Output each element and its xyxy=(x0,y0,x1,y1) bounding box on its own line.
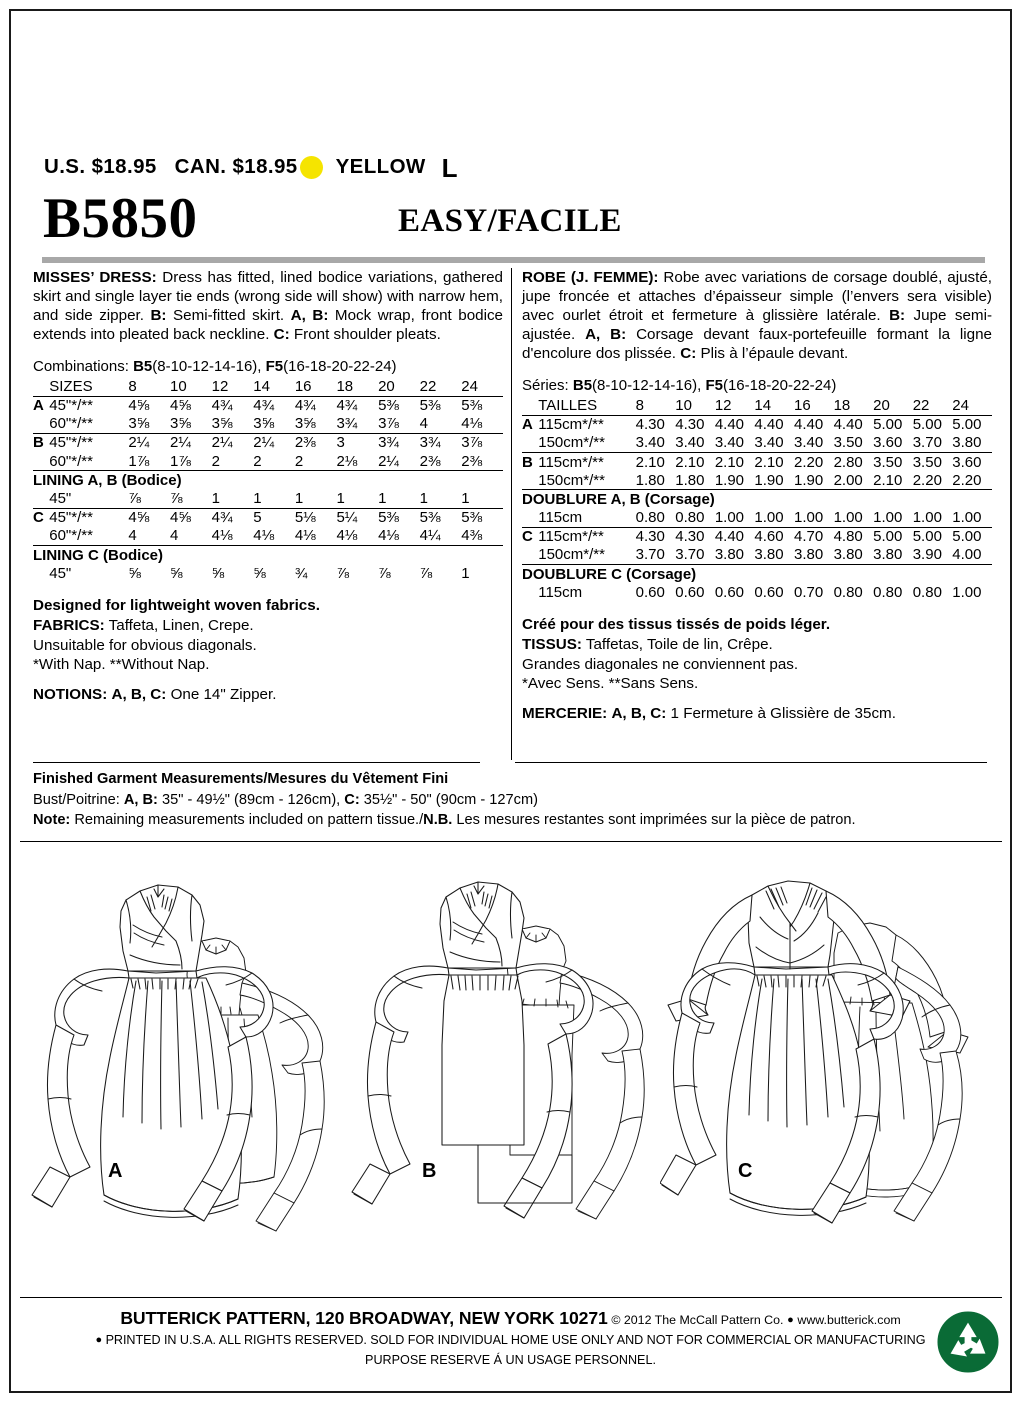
footer-website[interactable]: www.butterick.com xyxy=(797,1313,901,1327)
yardage-value-cell: 5⅜ xyxy=(420,508,462,527)
yardage-value-cell: 2 xyxy=(253,452,262,470)
measurements-bottom-rule xyxy=(20,841,1002,842)
yardage-value-cell: ⅞ xyxy=(336,564,349,582)
yardage-row xyxy=(33,527,503,546)
yardage-value-cell: 4⅝ xyxy=(170,508,212,527)
yardage-value-cell: 4.40 xyxy=(715,415,755,434)
fabric-width-cell: 115cm*/** xyxy=(538,452,635,471)
english-notions-line xyxy=(33,686,503,703)
pattern-number: B5850 xyxy=(43,187,198,250)
yardage-value-cell: 3.80 xyxy=(793,546,824,564)
yardage-row xyxy=(33,508,503,527)
view-letter-cell xyxy=(522,546,538,565)
english-fabrics-list: Taffeta, Linen, Crepe. xyxy=(108,616,254,634)
french-designed-for: Créé pour des tissus tissés de poids léger. xyxy=(522,616,831,634)
fabric-width-cell: 45" xyxy=(49,490,72,508)
view-letter-cell: B xyxy=(33,433,49,452)
yardage-value-cell: 2¼ xyxy=(253,433,295,452)
view-letter-cell: C xyxy=(33,508,49,527)
yardage-value-cell: 4.40 xyxy=(715,527,755,546)
yardage-value-cell: 2.10 xyxy=(715,452,755,471)
yardage-value-cell: 2.00 xyxy=(833,471,863,489)
yardage-row xyxy=(33,489,503,508)
fabric-width-cell: 45"*/** xyxy=(49,396,128,415)
fabric-width-cell: 150cm*/** xyxy=(538,434,605,452)
yardage-value-cell: 5⅜ xyxy=(461,508,503,527)
view-c-drawing xyxy=(660,855,993,1285)
illustration-view-a xyxy=(30,855,363,1285)
sizes-header-row xyxy=(33,377,503,396)
yardage-value-cell: 3.50 xyxy=(833,434,863,452)
yardage-value-cell: 3.40 xyxy=(714,434,745,452)
yardage-row xyxy=(522,583,992,601)
yardage-value-cell: 3.60 xyxy=(873,434,903,452)
yardage-value-cell: ⅞ xyxy=(419,564,433,582)
english-notions-label: NOTIONS: xyxy=(33,685,108,703)
view-letter-cell xyxy=(33,415,49,434)
lining-label: LINING C (Bodice) xyxy=(33,546,503,565)
yardage-value-cell: 3⅞ xyxy=(378,415,399,433)
yardage-value-cell: 3¾ xyxy=(336,415,358,433)
size-header-cell: 18 xyxy=(336,377,354,395)
fabric-width-cell: 115cm xyxy=(538,509,583,527)
sizes-label-cell: TAILLES xyxy=(538,396,598,414)
french-combinations: Séries: B5(8-10-12-14-16), F5(16-18-20-22-24) xyxy=(522,377,837,395)
yardage-row xyxy=(33,396,503,415)
yardage-value-cell: 5.00 xyxy=(952,415,992,434)
english-notions-views: A, B, C: xyxy=(111,685,167,703)
french-notions-views: A, B, C: xyxy=(611,704,667,722)
yardage-value-cell: 3.40 xyxy=(793,434,824,452)
yardage-value-cell: 1.00 xyxy=(952,509,982,527)
french-column xyxy=(522,268,992,722)
yardage-value-cell: 5.00 xyxy=(873,415,913,434)
price-us: U.S. $18.95 xyxy=(44,155,157,178)
yardage-value-cell: 0.70 xyxy=(793,583,824,601)
yardage-value-cell: ⅝ xyxy=(253,564,266,582)
footer-legal-line-1 xyxy=(0,1331,1021,1351)
yardage-value-cell: 4.40 xyxy=(834,415,874,434)
footer-company: BUTTERICK PATTERN, 120 BROADWAY, NEW YORK 10271 xyxy=(120,1308,608,1328)
yardage-value-cell: 1⅞ xyxy=(128,452,150,470)
yardage-value-cell: 3⅞ xyxy=(461,433,503,452)
lining-group-heading xyxy=(522,490,992,509)
yardage-value-cell: 2¼ xyxy=(212,433,254,452)
yardage-value-cell: 4.00 xyxy=(952,546,982,564)
yardage-value-cell: 1.00 xyxy=(754,509,784,527)
footer-bullet-icon-2: ● xyxy=(95,1334,103,1347)
size-header-cell: 22 xyxy=(419,377,437,395)
spacer-cell xyxy=(522,396,538,415)
yardage-value-cell: 3.50 xyxy=(913,452,953,471)
yardage-value-cell: 5⅜ xyxy=(461,396,503,415)
french-notions-text: 1 Fermeture à Glissière de 35cm. xyxy=(670,704,896,722)
view-a-drawing xyxy=(30,855,363,1285)
yardage-value-cell: 0.60 xyxy=(714,583,745,601)
yardage-value-cell: 2.10 xyxy=(873,471,903,489)
yardage-value-cell: 1.90 xyxy=(714,471,745,489)
measurements-title: Finished Garment Measurements/Mesures du Vêtement Fini xyxy=(33,771,449,787)
fabric-width-cell: 115cm xyxy=(538,583,583,601)
yardage-value-cell: 4¾ xyxy=(336,396,378,415)
french-yardage-table xyxy=(522,396,992,601)
yardage-value-cell: 4⅛ xyxy=(461,415,483,433)
fabric-width-cell: 60"*/** xyxy=(49,527,93,545)
spacer-cell xyxy=(33,377,49,396)
yardage-value-cell: 1 xyxy=(211,490,220,508)
yardage-value-cell: 3.60 xyxy=(952,452,992,471)
view-letter-cell xyxy=(33,452,49,471)
view-letter-cell xyxy=(522,509,538,528)
yardage-value-cell: 3.70 xyxy=(675,546,705,564)
view-letter-b: B xyxy=(422,1160,437,1182)
yardage-value-cell: 4⅛ xyxy=(211,527,233,545)
recycle-icon xyxy=(937,1311,999,1373)
yardage-value-cell: 4¾ xyxy=(253,396,295,415)
size-header-cell: 14 xyxy=(754,396,772,414)
yardage-value-cell: 3.70 xyxy=(635,546,665,564)
size-header-cell: 10 xyxy=(170,377,187,395)
fabric-width-cell: 45" xyxy=(49,564,72,582)
yardage-row xyxy=(33,564,503,582)
english-yardage-body xyxy=(33,377,503,582)
english-yardage-table xyxy=(33,377,503,582)
yardage-value-cell: 3.40 xyxy=(675,434,705,452)
french-nap-note: *Avec Sens. **Sans Sens. xyxy=(522,675,699,693)
illustration-view-b xyxy=(350,855,683,1285)
view-letter-a: A xyxy=(108,1160,123,1182)
yardage-value-cell: 2⅛ xyxy=(336,452,358,470)
illustration-view-c xyxy=(660,855,993,1285)
english-combinations: Combinations: B5(8-10-12-14-16), F5(16-18-20-22-24) xyxy=(33,358,397,376)
yardage-value-cell: 4¾ xyxy=(212,396,254,415)
yardage-value-cell: 2⅜ xyxy=(295,433,337,452)
footer-company-line xyxy=(0,1305,1021,1331)
yardage-value-cell: 4¼ xyxy=(419,527,441,545)
yardage-value-cell: 1.80 xyxy=(635,471,665,489)
english-unsuitable: Unsuitable for obvious diagonals. xyxy=(33,636,257,654)
yardage-value-cell: 3⅝ xyxy=(211,415,233,433)
yardage-value-cell: 1 xyxy=(378,490,387,508)
yardage-value-cell: 2¼ xyxy=(378,452,399,470)
yardage-value-cell: 3.90 xyxy=(912,546,942,564)
sizes-label-cell: SIZES xyxy=(49,377,93,395)
yardage-value-cell: 0.60 xyxy=(754,583,784,601)
yardage-value-cell: 5.00 xyxy=(913,415,953,434)
view-letter-cell xyxy=(522,434,538,453)
yardage-value-cell: 3⅝ xyxy=(253,415,275,433)
yardage-value-cell: 5¼ xyxy=(336,508,378,527)
yardage-value-cell: 4¾ xyxy=(295,396,337,415)
english-description: MISSES’ DRESS: Dress has fitted, lined bodice variations, gathered skirt and single layer tie ends (wrong side will show) with narrow hem, and side zipper. B: Semi-fitted skirt. A, B: Mock wrap, front bodice extends into pleated back neckline. C: Front shoulder pleats. xyxy=(33,269,504,344)
yardage-value-cell: 3⅝ xyxy=(170,415,191,433)
french-notions-label: MERCERIE: xyxy=(522,704,608,722)
french-notions-line xyxy=(522,705,992,722)
size-header-cell: 14 xyxy=(253,377,270,395)
yardage-value-cell: 1.90 xyxy=(793,471,824,489)
yardage-value-cell: 4⅝ xyxy=(128,508,170,527)
yardage-value-cell: 2 xyxy=(211,452,220,470)
yardage-value-cell: 1.90 xyxy=(754,471,784,489)
yardage-value-cell: 3.70 xyxy=(912,434,942,452)
header-divider xyxy=(42,257,985,263)
yardage-row xyxy=(33,415,503,434)
size-header-cell: 16 xyxy=(793,396,811,414)
yardage-value-cell: 4⅝ xyxy=(170,396,212,415)
size-header-cell: 24 xyxy=(952,396,969,414)
french-fabrics-line xyxy=(522,635,992,655)
view-b-drawing xyxy=(350,855,683,1285)
lining-group-heading xyxy=(33,471,503,490)
size-range-letter: L xyxy=(441,153,458,183)
size-header-cell: 8 xyxy=(635,396,645,414)
yardage-value-cell: 1 xyxy=(336,490,345,508)
yardage-value-cell: 5⅜ xyxy=(378,508,420,527)
lining-label: LINING A, B (Bodice) xyxy=(33,471,503,490)
yardage-value-cell: 0.60 xyxy=(635,583,665,601)
yardage-value-cell: 4.60 xyxy=(754,527,794,546)
yardage-value-cell: 5.00 xyxy=(952,527,992,546)
yardage-value-cell: 2.10 xyxy=(675,452,715,471)
yardage-value-cell: 1.00 xyxy=(912,509,942,527)
english-fabrics-line xyxy=(33,616,503,636)
yardage-row xyxy=(522,415,992,434)
measurements-bust: Bust/Poitrine: A, B: 35" - 49½" (89cm - 126cm), C: 35½" - 50" (90cm - 127cm) xyxy=(33,791,538,808)
yardage-value-cell: 3⅝ xyxy=(294,415,316,433)
yardage-row xyxy=(33,433,503,452)
yardage-value-cell: 1 xyxy=(461,564,470,582)
color-swatch-icon xyxy=(300,156,323,179)
size-header-cell: 24 xyxy=(461,377,478,395)
yardage-value-cell: 3.80 xyxy=(873,546,903,564)
lining-group-heading xyxy=(522,565,992,584)
yardage-value-cell: 3.40 xyxy=(635,434,665,452)
size-header-cell: 20 xyxy=(378,377,395,395)
yardage-value-cell: 4 xyxy=(419,415,429,433)
yardage-value-cell: ⅝ xyxy=(128,564,141,582)
yardage-value-cell: 0.80 xyxy=(635,509,665,527)
size-header-cell: 18 xyxy=(833,396,851,414)
yardage-value-cell: 4.70 xyxy=(794,527,834,546)
footer-legal-1: PRINTED IN U.S.A. ALL RIGHTS RESERVED. SOLD FOR INDIVIDUAL HOME USE ONLY AND NOT FOR COMMERCIAL OR MANUFACTURING xyxy=(105,1333,926,1348)
left-column-bottom-rule xyxy=(33,762,480,763)
size-header-cell: 22 xyxy=(912,396,930,414)
footer xyxy=(0,1305,1021,1370)
sizes-header-row xyxy=(522,396,992,415)
yardage-value-cell: 5 xyxy=(253,508,295,527)
french-fabrics-block xyxy=(522,615,992,693)
yardage-value-cell: 2¼ xyxy=(170,433,212,452)
yardage-value-cell: 3¾ xyxy=(420,433,462,452)
size-header-cell: 8 xyxy=(128,377,137,395)
yardage-value-cell: ⅞ xyxy=(170,490,183,508)
yardage-value-cell: 4.30 xyxy=(636,527,676,546)
yardage-value-cell: 4.30 xyxy=(636,415,676,434)
yardage-value-cell: 0.80 xyxy=(833,583,863,601)
yardage-value-cell: 5⅜ xyxy=(378,396,420,415)
yardage-value-cell: 0.60 xyxy=(675,583,705,601)
yardage-value-cell: 3 xyxy=(336,433,378,452)
yardage-value-cell: 4⅜ xyxy=(461,527,483,545)
recycle-symbol xyxy=(937,1311,999,1373)
footer-top-rule xyxy=(20,1297,1002,1298)
yardage-value-cell: 4.80 xyxy=(834,527,874,546)
yardage-value-cell: 4.30 xyxy=(675,415,715,434)
size-header-cell: 16 xyxy=(294,377,312,395)
lining-group-heading xyxy=(33,546,503,565)
footer-legal-line-2: PURPOSE RESERVE Á UN USAGE PERSONNEL. xyxy=(365,1352,656,1367)
english-fabrics-block xyxy=(33,596,503,674)
yardage-value-cell: 2 xyxy=(294,452,304,470)
size-header-cell: 12 xyxy=(211,377,229,395)
view-letter-cell xyxy=(33,564,49,582)
yardage-value-cell: 1 xyxy=(253,490,262,508)
yardage-value-cell: 3.40 xyxy=(754,434,784,452)
view-letter-cell: B xyxy=(522,452,538,471)
yardage-value-cell: ¾ xyxy=(294,564,308,582)
yardage-value-cell: 5⅛ xyxy=(295,508,337,527)
yardage-value-cell: 3.80 xyxy=(833,546,863,564)
view-letter-cell xyxy=(33,527,49,546)
yardage-value-cell: 1.00 xyxy=(833,509,863,527)
fabric-width-cell: 60"*/** xyxy=(49,452,93,470)
column-divider xyxy=(511,268,512,760)
view-letter-cell xyxy=(522,471,538,490)
french-fabrics-list: Taffetas, Toile de lin, Crêpe. xyxy=(585,636,773,654)
yardage-value-cell: 3.80 xyxy=(714,546,745,564)
french-fabrics-label: TISSUS: xyxy=(522,636,582,654)
fabric-width-cell: 60"*/** xyxy=(49,415,93,433)
finished-measurements xyxy=(33,769,993,831)
size-header-cell: 20 xyxy=(873,396,890,414)
view-letter-cell: A xyxy=(33,396,49,415)
yardage-row xyxy=(522,452,992,471)
lining-label: DOUBLURE A, B (Corsage) xyxy=(522,490,992,509)
yardage-value-cell: ⅞ xyxy=(128,490,141,508)
yardage-value-cell: 4.40 xyxy=(794,415,834,434)
fabric-width-cell: 115cm*/** xyxy=(538,415,635,434)
view-letter-cell xyxy=(522,583,538,601)
right-column-bottom-rule xyxy=(515,762,987,763)
yardage-value-cell: 1.00 xyxy=(873,509,903,527)
yardage-value-cell: 2.10 xyxy=(636,452,676,471)
price-can: CAN. $18.95 xyxy=(174,155,298,178)
yardage-value-cell: 1 xyxy=(419,490,429,508)
english-nap-note: *With Nap. **Without Nap. xyxy=(33,656,210,674)
yardage-value-cell: 3.80 xyxy=(952,434,982,452)
fabric-width-cell: 115cm*/** xyxy=(538,527,635,546)
yardage-value-cell: 2⅜ xyxy=(461,452,483,470)
yardage-row xyxy=(522,527,992,546)
yardage-value-cell: 5.00 xyxy=(873,527,913,546)
yardage-value-cell: 0.80 xyxy=(873,583,903,601)
yardage-value-cell: 1.00 xyxy=(952,583,982,601)
yardage-value-cell: 2.20 xyxy=(912,471,942,489)
view-letter-cell: A xyxy=(522,415,538,434)
yardage-value-cell: ⅝ xyxy=(211,564,225,582)
fabric-width-cell: 45"*/** xyxy=(49,508,128,527)
yardage-row xyxy=(33,452,503,471)
yardage-row xyxy=(522,509,992,528)
yardage-value-cell: ⅝ xyxy=(170,564,183,582)
yardage-value-cell: 4 xyxy=(170,527,179,545)
yardage-value-cell: 4⅛ xyxy=(253,527,275,545)
yardage-value-cell: 4¾ xyxy=(212,508,254,527)
view-letter-c: C xyxy=(738,1160,753,1182)
yardage-value-cell: 2.20 xyxy=(952,471,982,489)
french-yardage-body xyxy=(522,396,992,601)
yardage-value-cell: 2¼ xyxy=(128,433,170,452)
yardage-value-cell: 2.10 xyxy=(754,452,794,471)
fabric-width-cell: 45"*/** xyxy=(49,433,128,452)
yardage-value-cell: 1.00 xyxy=(714,509,745,527)
lining-label: DOUBLURE C (Corsage) xyxy=(522,565,992,584)
footer-bullet-icon: ● xyxy=(787,1314,794,1326)
yardage-value-cell: 2.20 xyxy=(794,452,834,471)
fabric-width-cell: 150cm*/** xyxy=(538,471,605,489)
yardage-value-cell: 3.80 xyxy=(754,546,784,564)
footer-copyright: © 2012 The McCall Pattern Co. xyxy=(611,1313,784,1327)
yardage-value-cell: 0.80 xyxy=(912,583,942,601)
yardage-value-cell: 0.80 xyxy=(675,509,705,527)
english-designed-for: Designed for lightweight woven fabrics. xyxy=(33,597,320,615)
yardage-value-cell: 1 xyxy=(294,490,304,508)
yardage-value-cell: 4.40 xyxy=(754,415,794,434)
yardage-value-cell: 4⅛ xyxy=(294,527,316,545)
yardage-row xyxy=(522,546,992,565)
yardage-value-cell: 1⅞ xyxy=(170,452,191,470)
size-header-cell: 10 xyxy=(675,396,692,414)
english-notions-text: One 14" Zipper. xyxy=(170,685,277,703)
illustration-area xyxy=(20,855,1002,1285)
yardage-value-cell: 1 xyxy=(461,490,470,508)
color-name: YELLOW xyxy=(335,155,426,178)
english-column xyxy=(33,268,503,703)
yardage-value-cell: 2⅜ xyxy=(419,452,441,470)
price-row xyxy=(44,152,458,182)
yardage-value-cell: 1.00 xyxy=(793,509,824,527)
yardage-value-cell: 4⅝ xyxy=(128,396,170,415)
yardage-row xyxy=(522,434,992,453)
fabric-width-cell: 150cm*/** xyxy=(538,546,605,564)
yardage-value-cell: 1.80 xyxy=(675,471,705,489)
yardage-value-cell: 2.80 xyxy=(834,452,874,471)
yardage-value-cell: 5.00 xyxy=(913,527,953,546)
yardage-value-cell: ⅞ xyxy=(378,564,391,582)
yardage-value-cell: 4⅛ xyxy=(378,527,399,545)
yardage-value-cell: 3¾ xyxy=(378,433,420,452)
yardage-value-cell: 4.30 xyxy=(675,527,715,546)
yardage-value-cell: 4⅛ xyxy=(336,527,358,545)
size-header-cell: 12 xyxy=(714,396,732,414)
yardage-value-cell: 3⅝ xyxy=(128,415,150,433)
english-fabrics-label: FABRICS: xyxy=(33,616,105,634)
french-unsuitable: Grandes diagonales ne conviennent pas. xyxy=(522,655,799,673)
view-letter-cell: C xyxy=(522,527,538,546)
view-letter-cell xyxy=(33,489,49,508)
yardage-row xyxy=(522,471,992,490)
measurements-note: Note: Remaining measurements included on pattern tissue./N.B. Les mesures restantes sont imprimées sur la pièce de patron. xyxy=(33,812,856,829)
yardage-value-cell: 5⅜ xyxy=(420,396,462,415)
difficulty-label: EASY/FACILE xyxy=(398,203,622,239)
yardage-value-cell: 4 xyxy=(128,527,137,545)
french-description: ROBE (J. FEMME): Robe avec variations de corsage doublé, ajusté, jupe froncée et attaches d’épaisseur simple (l’envers sera visible) avec ourlet étroit et fermeture à glissière latérale. B: Jupe semi-ajustée. A, B: Corsage devant faux-portefeuille formant la ligne d'encolure dos plissée. C: Plis à l’épaule devant. xyxy=(522,269,992,363)
yardage-value-cell: 3.50 xyxy=(873,452,913,471)
